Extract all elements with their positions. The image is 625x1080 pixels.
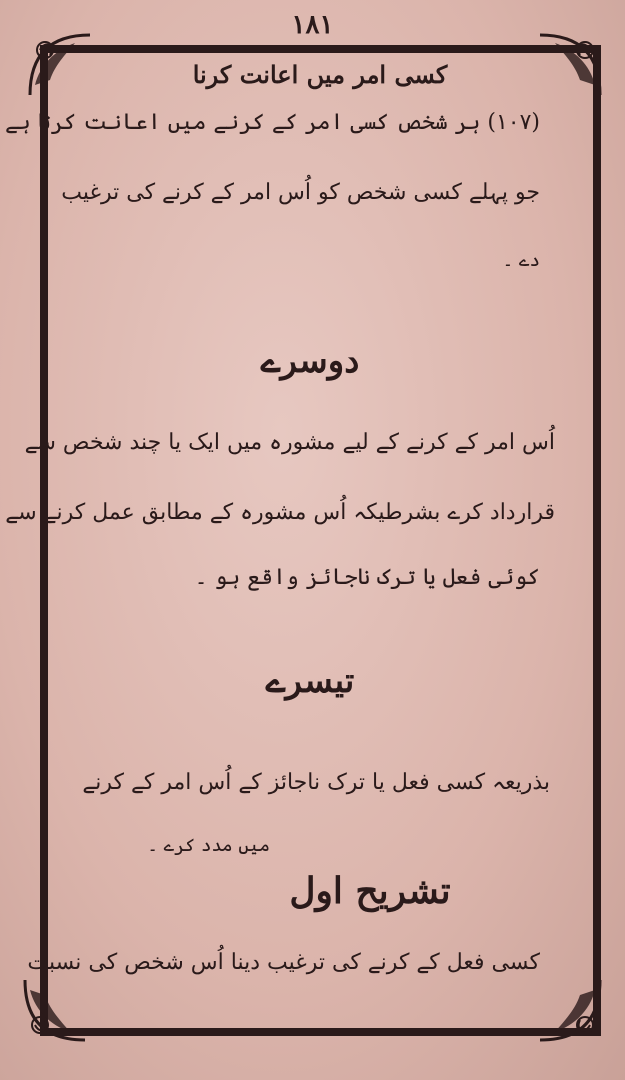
paragraph-line: کوئی فعل یا ترک ناجائز واقع ہو ۔	[194, 565, 540, 590]
paragraph-line: (۱۰۷) ہر شخص کسی امر کے کرنے میں اعانت کرتا ہے	[4, 110, 540, 135]
paragraph-line: بذریعہ کسی فعل یا ترک ناجائز کے اُس امر کے کرنے	[82, 770, 550, 795]
subheading-second: دوسرے	[260, 341, 360, 381]
corner-ornament-icon	[20, 25, 100, 105]
page-number: ۱۸۱	[291, 10, 334, 40]
corner-ornament-icon	[15, 970, 95, 1050]
subheading-third: تیسرے	[265, 661, 355, 701]
section-heading-abetment: کسی امر میں اعانت کرنا	[192, 60, 448, 89]
subheading-explanation-first: تشریح اول	[289, 870, 451, 912]
paragraph-line: اُس امر کے کرنے کے لیے مشورہ میں ایک یا چند شخص سے	[24, 430, 555, 455]
paragraph-line: جو پہلے کسی شخص کو اُس امر کے کرنے کی ترغیب	[61, 180, 540, 205]
paragraph-line: قرارداد کرے بشرطیکہ اُس مشورہ کے مطابق عمل کرنے سے	[5, 500, 555, 525]
corner-ornament-icon	[530, 25, 610, 105]
paragraph-line: دے ۔	[502, 250, 540, 271]
paragraph-line: کسی فعل کے کرنے کی ترغیب دینا اُس شخص کی نسبت	[27, 950, 540, 975]
corner-ornament-icon	[530, 970, 610, 1050]
paragraph-line: میں مدد کرے ۔	[147, 835, 270, 856]
